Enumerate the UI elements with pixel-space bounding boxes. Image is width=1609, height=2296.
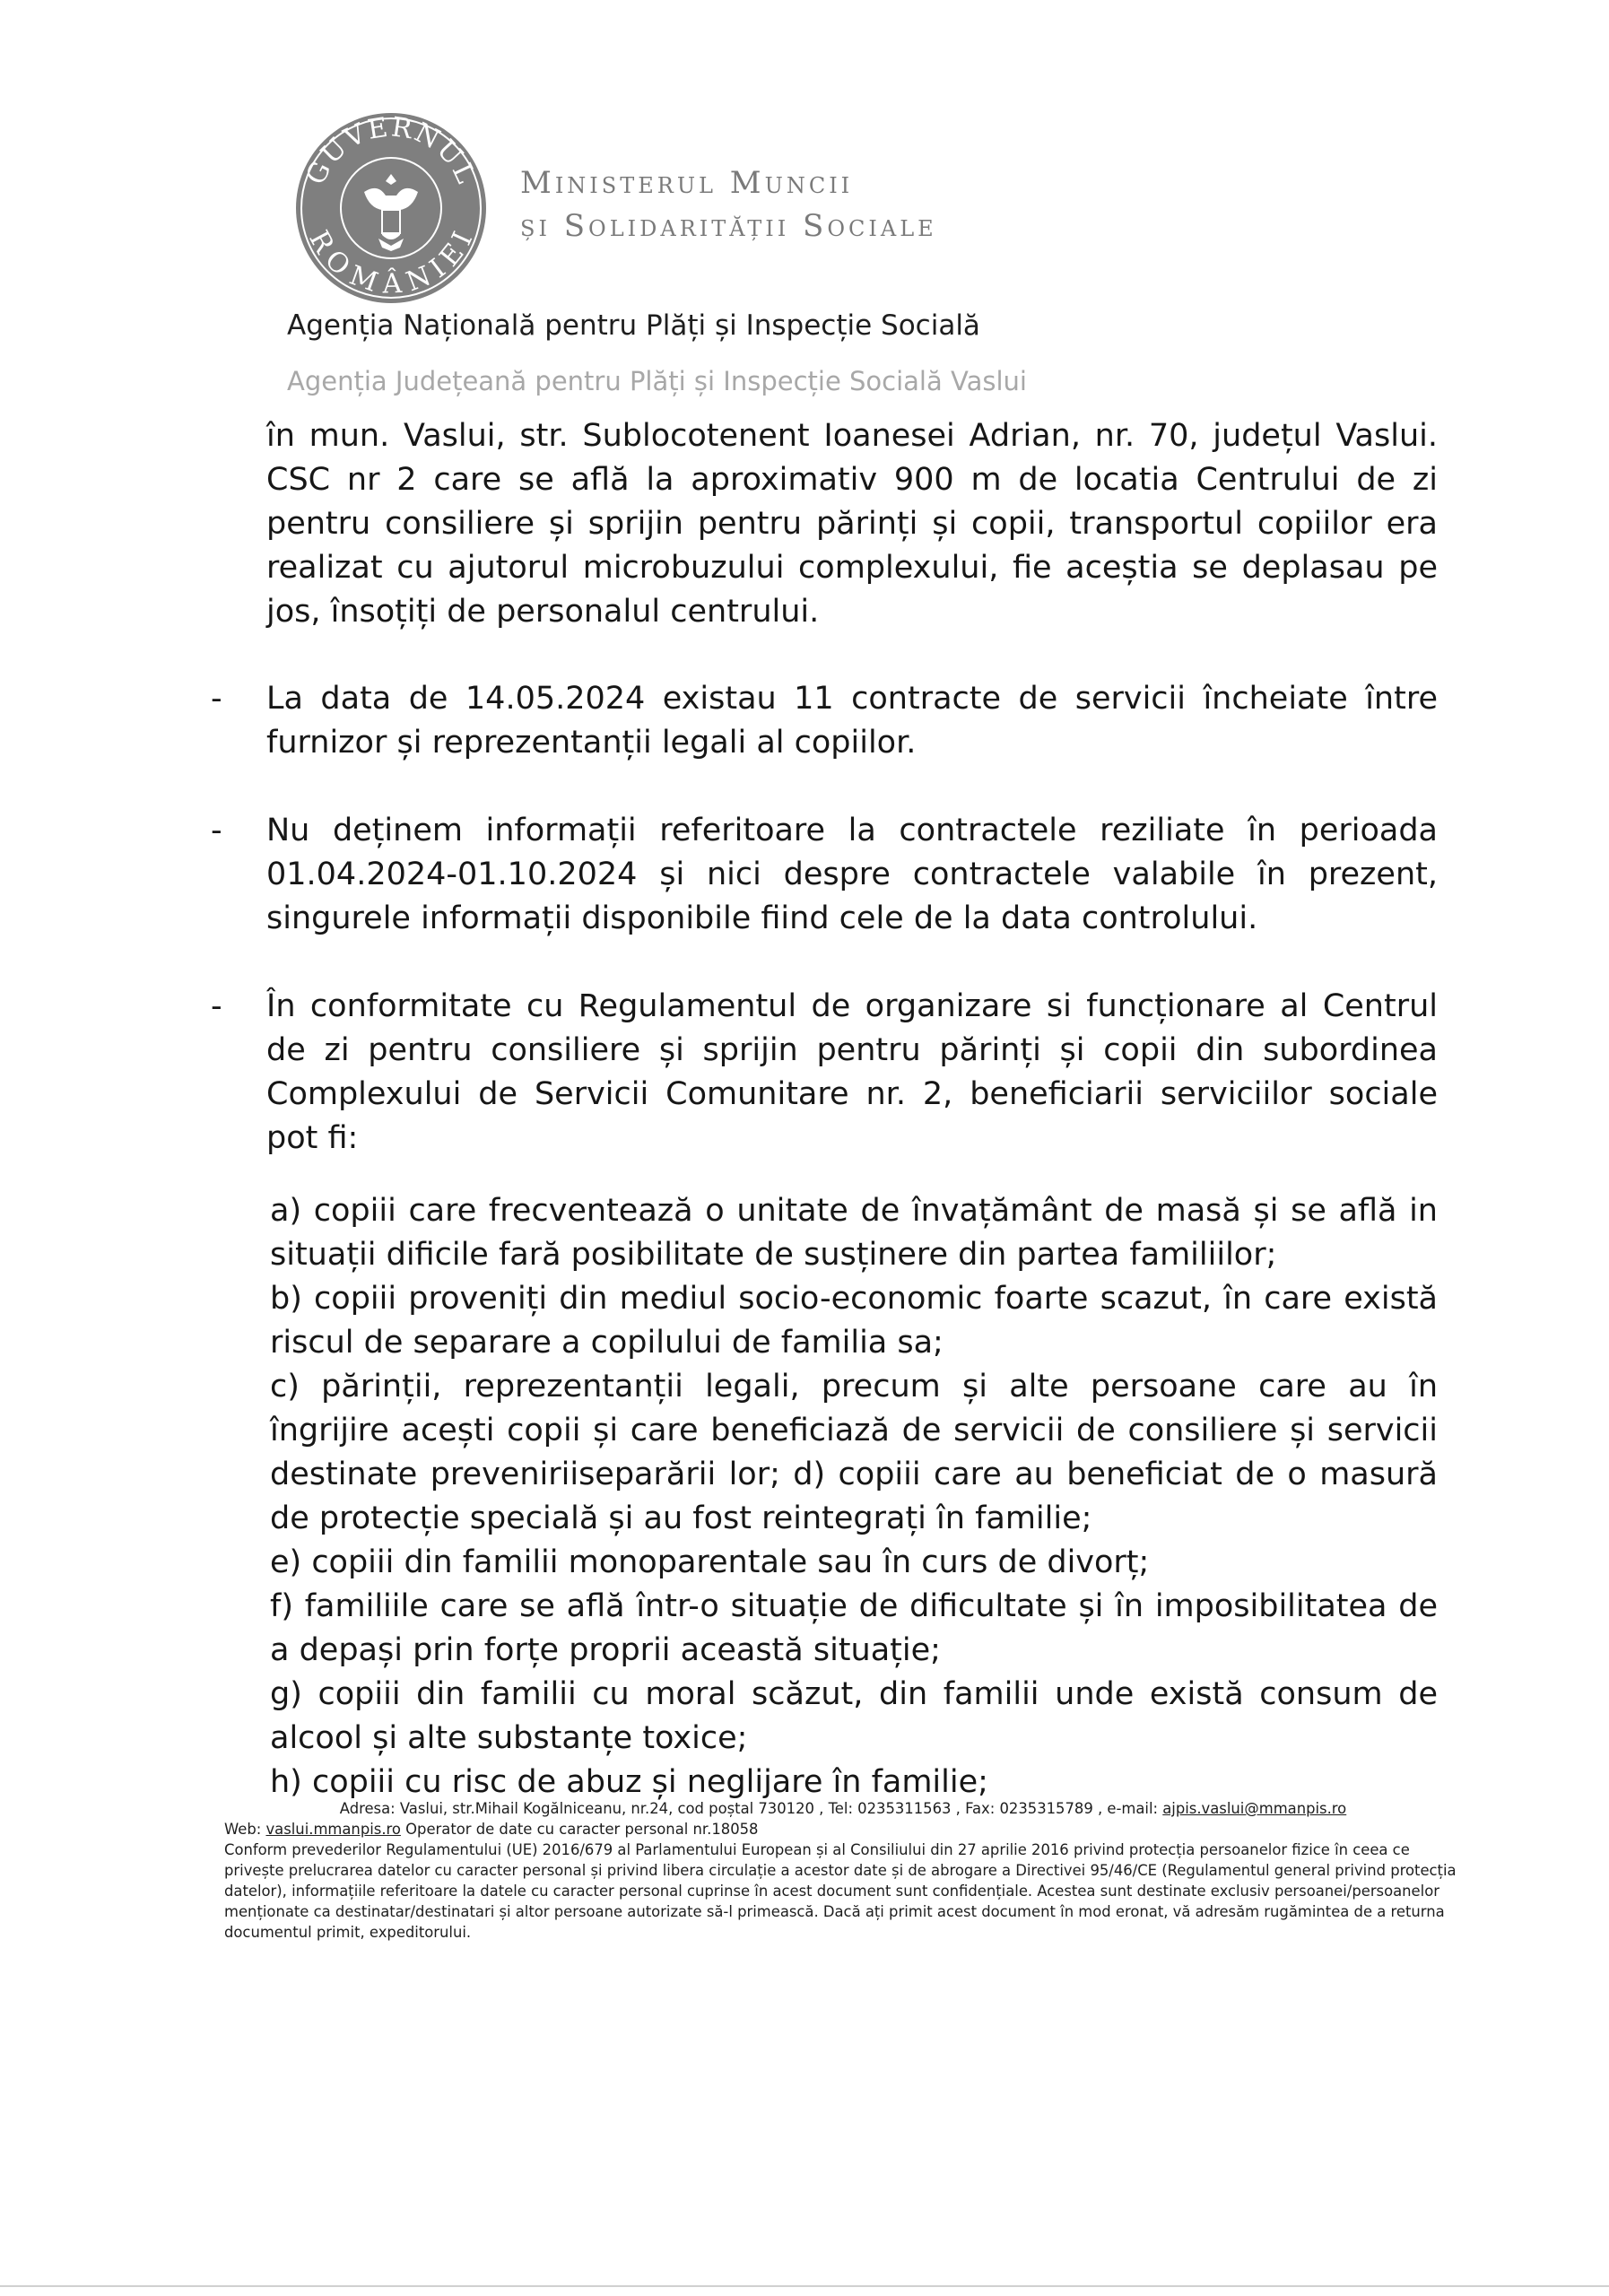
ministry-name	[520, 161, 937, 248]
list-item: b) copiii proveniți din mediul socio-economic foarte scazut, în care există riscul de separare a copilului de familia sa;	[270, 1281, 1438, 1361]
seal-text-top: GUVERNUL	[300, 111, 483, 190]
ministry-line-2: și Solidarității Sociale	[520, 208, 937, 244]
list-item: g) copiii din familii cu moral scăzut, din familii unde există consum de alcool și alte substanțe toxice;	[270, 1676, 1438, 1756]
seal-text-bottom: ROMÂNIEI	[302, 225, 480, 300]
list-item: c) părinții, reprezentanții legali, precum și alte persoane care au în îngrijire acești copii și care beneficiază de servicii de consiliere și servicii destinate preveniriiseparării lor; d) copiii care au beneficiat de o masură de protecție specială și au fost reintegrați în familie;	[270, 1369, 1438, 1536]
footer-web-link[interactable]: vaslui.mmanpis.ro	[265, 1821, 401, 1838]
footer-web-line	[224, 1819, 1462, 1839]
footer-gdpr-notice: Conform prevederilor Regulamentului (UE) 2016/679 al Parlamentului European și al Consiliului din 27 aprilie 2016 privind protecția persoanelor fizice în ceea ce privește prelucrarea datelor cu caracter personal și privind libera circulație a acestor date și de abrogare a Directivei 95/46/CE (Regulamentul general privind protecția datelor), informațiile referitoare la datele cu caracter personal cuprinse în acest document sunt confidențiale. Acestea sunt destinate exclusiv persoanei/persoanelor menționate ca destinatar/destinatari și altor persoane autorizate să-l primească. Dacă ați primit acest document în mod eronat, vă adresăm rugămintea de a returna documentul primit, expeditorului.	[224, 1841, 1457, 1941]
footer	[224, 1798, 1462, 1943]
footer-address: Adresa: Vaslui, str.Mihail Kogălniceanu, nr.24, cod poștal 730120 , Tel: 0235311563 , Fax: 0235315789 , e-mail:	[339, 1800, 1163, 1817]
government-seal-icon	[292, 109, 490, 307]
bullet-text: În conformitate cu Regulamentul de organizare si funcționare al Centrul de zi pentru consiliere și sprijin pentru părinți și copii din subordinea Complexului de Servicii Comunitare nr. 2, beneficiarii serviciilor sociale pot fi:	[266, 988, 1438, 1156]
bullet-marker: -	[211, 988, 222, 1024]
bullet-marker: -	[211, 681, 222, 717]
bullet-text: Nu deținem informații referitoare la contractele reziliate în perioada 01.04.2024-01.10.2024 și nici despre contractele valabile în prezent, singurele informații disponibile fiind cele de la data controlului.	[266, 813, 1438, 936]
list-item: a) copiii care frecventează o unitate de învațământ de masă și se află in situații dificile fară posibilitate de susținere din partea familiilor;	[270, 1193, 1438, 1273]
agency-county: Agenția Județeană pentru Plăți și Inspecție Socială Vaslui	[287, 366, 1027, 396]
beneficiaries-list	[266, 1189, 1438, 1805]
bullet-marker: -	[211, 813, 222, 848]
footer-email-link[interactable]: ajpis.vaslui@mmanpis.ro	[1162, 1800, 1347, 1817]
bullet-item	[211, 677, 1438, 765]
list-item: h) copiii cu risc de abuz și neglijare în familie;	[270, 1764, 988, 1800]
bullet-item	[211, 809, 1438, 941]
bullet-text: La data de 14.05.2024 existau 11 contracte de servicii încheiate între furnizor și reprezentanții legali al copiilor.	[266, 681, 1438, 761]
bullet-item	[211, 985, 1438, 1161]
list-item: e) copiii din familii monoparentale sau în curs de divorț;	[270, 1544, 1150, 1580]
list-item: f) familiile care se află într-o situație de dificultate și în imposibilitatea de a depași prin forțe proprii această situație;	[270, 1588, 1438, 1668]
footer-web-label: Web:	[224, 1821, 266, 1838]
document-body	[211, 414, 1438, 1805]
page-bottom-edge	[0, 2285, 1609, 2287]
ministry-line-1: Ministerul Muncii	[520, 165, 854, 201]
footer-operator: Operator de date cu caracter personal nr.18058	[400, 1821, 759, 1838]
footer-address-line	[224, 1798, 1462, 1819]
intro-paragraph: în mun. Vaslui, str. Sublocotenent Ioanesei Adrian, nr. 70, județul Vaslui. CSC nr 2 care se află la aproximativ 900 m de locatia Centrului de zi pentru consiliere și sprijin pentru părinți și copii, transportul copiilor era realizat cu ajutorul microbuzului complexului, fie aceștia se deplasau pe jos, însoțiți de personalul centrului.	[266, 418, 1438, 630]
agency-national: Agenția Națională pentru Plăți și Inspecție Socială	[287, 309, 980, 342]
